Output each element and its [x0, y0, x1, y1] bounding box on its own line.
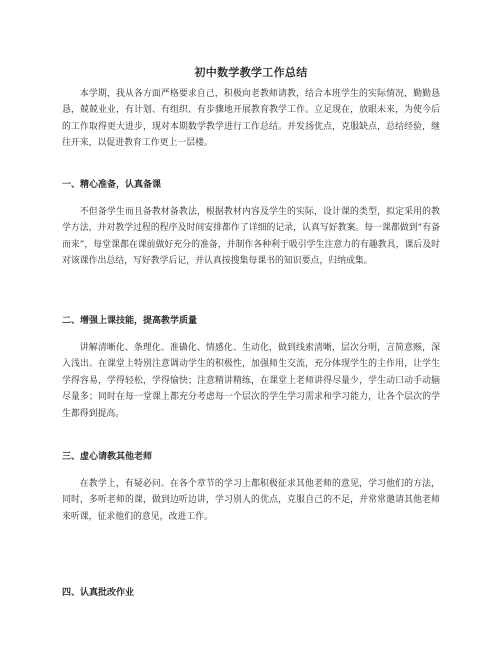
section-body-2: 讲解清晰化、条理化、准确化、情感化、生动化，做到线索清晰，层次分明，言简意赅，深入浅出。在课堂上特别注意调动学生的积极性，加强师生交流，充分体现学生的主作用，让学生学得容易，学得轻松，学得愉快；注意精讲精练，在课堂上老师讲得尽量少，学生动口动手动脑尽量多；同时在每一堂课上都充分考虑每一个层次的学生学习需求和学习能力，让各个层次的学生都得到提高。: [62, 343, 440, 419]
section-heading-1: 一、精心准备，认真备课: [62, 180, 162, 190]
section-body-3: 在教学上，有疑必问。在各个章节的学习上都积极征求其他老师的意见，学习他们的方法，同时，多听老师的课，做到边听边讲，学习别人的优点，克服自己的不足，并常常邀请其他老师来听课，征求他们的意见，改进工作。: [62, 479, 440, 522]
section-heading-3: 三、虚心请教其他老师: [62, 452, 153, 462]
section-heading-4: 四、认真批改作业: [62, 588, 135, 598]
section-heading-2: 二、增强上课技能，提高教学质量: [62, 316, 198, 326]
section-body-1: 不但备学生而且备教材备教法，根据教材内容及学生的实际，设计课的类型，拟定采用的教学方法，并对教学过程的程序及时间安排都作了详细的记录，认真写好教案。每一课都做到“有备而来”，每堂课都在课前做好充分的准备，并制作各种利于吸引学生注意力的有趣教具，课后及时对该课作出总结，写好教学后记，并认真按搜集每课书的知识要点，归纳成集。: [62, 207, 440, 267]
document-title: 初中数学教学工作总结: [194, 66, 308, 79]
intro-paragraph: 本学期，我从各方面严格要求自己，积极向老教师请教，结合本班学生的实际情况，勤勤恳恳，兢兢业业，有计划、有组织、有步骤地开展教育教学工作。立足现在，放眼未来，为使今后的工作取得更大进步，现对本期数学教学进行工作总结。并发扬优点，克服缺点，总结经验，继往开来，以促进教育工作更上一层楼。: [62, 89, 440, 149]
